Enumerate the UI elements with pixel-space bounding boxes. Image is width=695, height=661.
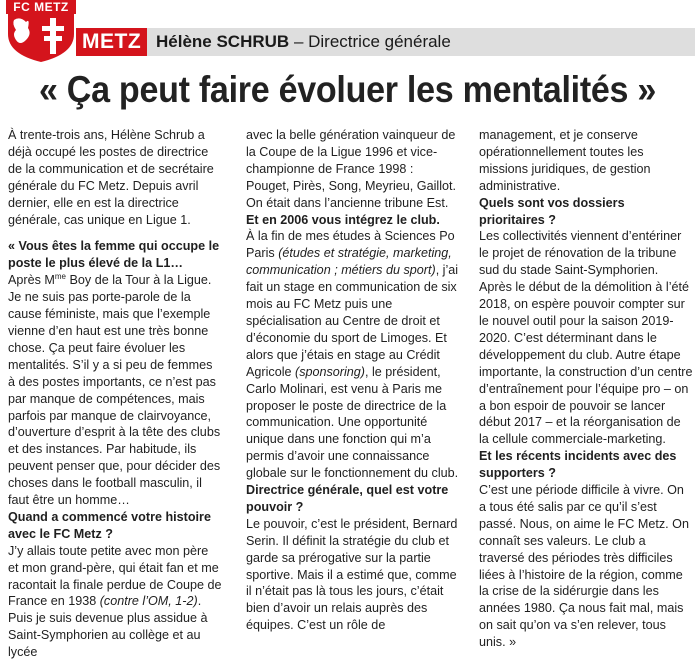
- answer-2-continued: avec la belle génération vainqueur de la Coupe de la Ligue 1996 et vice-championne de France 1998 : Pouget, Pirès, Song, Meyrieu, Gaillot. On était dans l’ancienne tribune Est.: [246, 128, 456, 210]
- article-body: [0, 127, 695, 660]
- question-4: Directrice générale, quel est votre pouvoir ?: [246, 483, 449, 514]
- question-1: « Vous êtes la femme qui occupe le poste le plus élevé de la L1…: [8, 239, 220, 271]
- answer-2: J’y allais toute petite avec mon père et mon grand-père, qui était fan et me racontait la finale perdue de Coupe de France en 1938 (contre l’OM, 1-2). Puis je suis devenue plus assidue à Saint-Symphorien au collège et au lycée: [8, 543, 222, 660]
- crest-icon: [6, 14, 76, 62]
- column-2: [246, 127, 460, 634]
- header-bar: [76, 28, 695, 56]
- column-1: [8, 127, 222, 661]
- question-5: Quels sont vos dossiers prioritaires ?: [479, 195, 625, 227]
- question-2: Quand a commencé votre histoire avec le FC Metz ?: [8, 509, 211, 541]
- answer-5: Les collectivités viennent d’entériner le projet de rénovation de la tribune sud du stade Saint-Symphorien. Après le début de la démolition à l’été 2018, on espère pouvoir compter sur le nouvel outil pour la saison 2019-2020. C’est déterminant dans le développement du club. Autre étape importante, la construction d’un centre d’entraînement pour l’équipe pro – on a bon espoir de pouvoir se lancer début 2017 – et la réorganisation de la cellule commerciale-marketing.: [479, 229, 693, 447]
- fc-metz-logo: [6, 0, 76, 62]
- byline: [156, 28, 451, 56]
- article-header: [0, 0, 695, 62]
- question-6: Et les récents incidents avec des supporters ?: [479, 449, 677, 481]
- byline-person: Hélène SCHRUB: [156, 32, 290, 51]
- column-3: [479, 127, 693, 651]
- intro-paragraph: À trente-trois ans, Hélène Schrub a déjà occupé les postes de directrice de la communication et de secrétaire générale du FC Metz. Depuis avril dernier, elle en est la directrice générale, cas unique en Ligue 1.: [8, 128, 214, 227]
- answer-4-continued: management, et je conserve opérationnellement toutes les missions juridiques, de gestion administrative.: [479, 128, 651, 193]
- byline-role: – Directrice générale: [293, 32, 451, 51]
- headline: « Ça peut faire évoluer les mentalités »: [38, 69, 657, 110]
- answer-1: Après $M^{me}$ Boy de la Tour à la Ligue. Je ne suis pas porte-parole de la cause féministe, mais que l’exemple vienne d’en haut est une très bonne chose. Ça peut faire évoluer les mentalités. S’il y a si peu de femmes à des postes importants, ce n’est pas par manque de compétences, mais parfois par manque de clairvoyance, d’ouverture d’esprit à la tête des clubs et des instances. Par habitude, ils peuvent penser que, pour décider des choses dans le football masculin, il faut être un homme…: [8, 272, 221, 508]
- section-tag: METZ: [76, 28, 147, 56]
- question-3: Et en 2006 vous intégrez le club.: [246, 212, 440, 227]
- answer-4: Le pouvoir, c’est le président, Bernard Serin. Il définit la stratégie du club et garde sa prérogative sur la partie sportive. Mais il a estimé que, comme il n’était pas là tous les jours, c’était bien d’avoir un relais auprès des équipes. C’est un rôle de: [246, 516, 458, 633]
- logo-name: FC METZ: [6, 0, 76, 14]
- answer-6: C’est une période difficile à vivre. On a tous été salis par ce qu’il s’est passé. Nous, on aime le FC Metz. On connaît ses valeurs. Le club a traversé des périodes très difficiles liées à l’histoire de la région, comme la crise de la sidérurgie dans les années 1980. Ça nous fait mal, mais on sait qu’on va s’en relever, tous unis. »: [479, 483, 689, 650]
- answer-3: À la fin de mes études à Sciences Po Paris (études et stratégie, marketing, communication ; métiers du sport), j’ai fait un stage en communication de six mois au FC Metz puis une spécialisation au Centre de droit et d’économie du sport de Limoges. Et alors que j’étais en stage au Crédit Agricole (sponsoring), le président, Carlo Molinari, est venu à Paris me proposer le poste de directrice de la communication. Une opportunité unique dans une fonction qui m’a permis d’avoir une connaissance globale sur le fonctionnement du club.: [246, 229, 459, 481]
